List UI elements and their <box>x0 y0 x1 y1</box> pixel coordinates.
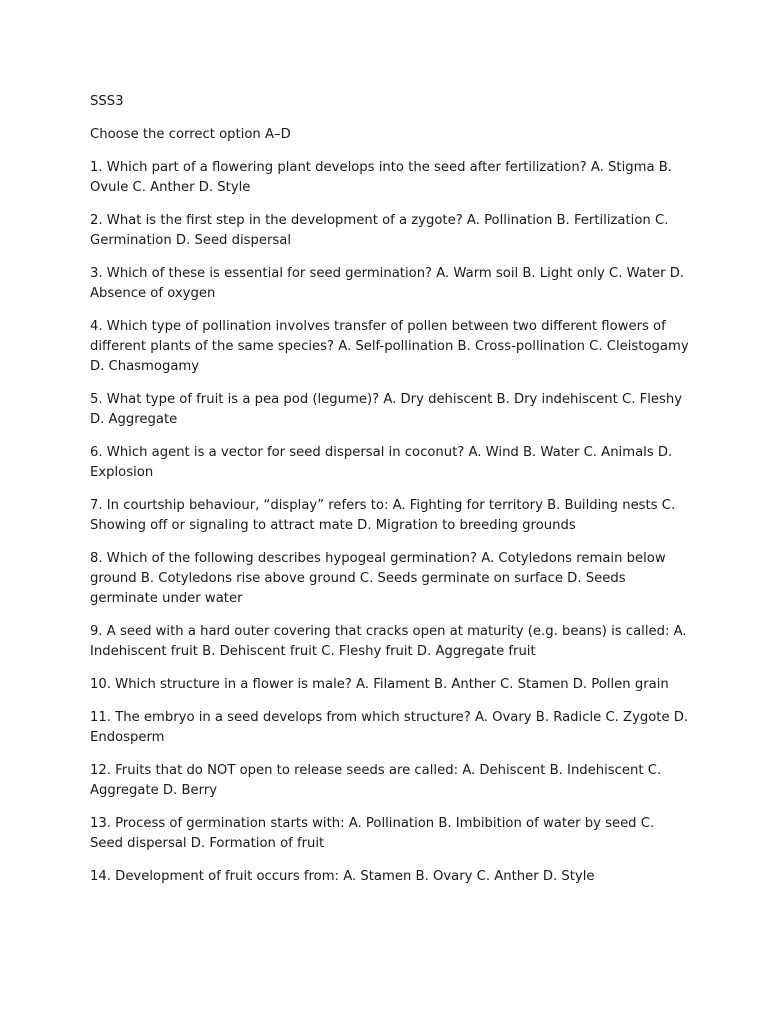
question-11: 11. The embryo in a seed develops from which structure? A. Ovary B. Radicle C. Zygote D. Endosperm <box>90 710 689 745</box>
question-12: 12. Fruits that do NOT open to release seeds are called: A. Dehiscent B. Indehiscent C. Aggregate D. Berry <box>90 763 662 798</box>
question-1: 1. Which part of a flowering plant develops into the seed after fertilization? A. Stigma B. Ovule C. Anther D. Style <box>90 160 672 195</box>
question-14: 14. Development of fruit occurs from: A. Stamen B. Ovary C. Anther D. Style <box>90 869 595 884</box>
question-8: 8. Which of the following describes hypogeal germination? A. Cotyledons remain below ground B. Cotyledons rise above ground C. Seeds germinate on surface D. Seeds germinate under water <box>90 551 666 606</box>
question-5: 5. What type of fruit is a pea pod (legume)? A. Dry dehiscent B. Dry indehiscent C. Fleshy D. Aggregate <box>90 392 683 427</box>
instruction-text: Choose the correct option A–D <box>90 127 291 142</box>
question-4: 4. Which type of pollination involves transfer of pollen between two different flowers of different plants of the same species? A. Self-pollination B. Cross-pollination C. Cleistogamy D. Chasmogamy <box>90 319 689 374</box>
question-3: 3. Which of these is essential for seed germination? A. Warm soil B. Light only C. Water D. Absence of oxygen <box>90 266 685 301</box>
question-13: 13. Process of germination starts with: A. Pollination B. Imbibition of water by seed C. Seed dispersal D. Formation of fruit <box>90 816 655 851</box>
question-10: 10. Which structure in a flower is male? A. Filament B. Anther C. Stamen D. Pollen grain <box>90 677 669 692</box>
document-page <box>90 92 690 900</box>
class-label: SSS3 <box>90 94 124 109</box>
question-6: 6. Which agent is a vector for seed dispersal in coconut? A. Wind B. Water C. Animals D. Explosion <box>90 445 673 480</box>
question-9: 9. A seed with a hard outer covering that cracks open at maturity (e.g. beans) is called: A. Indehiscent fruit B. Dehiscent fruit C. Fleshy fruit D. Aggregate fruit <box>90 624 687 659</box>
question-2: 2. What is the first step in the development of a zygote? A. Pollination B. Fertilization C. Germination D. Seed dispersal <box>90 213 669 248</box>
question-7: 7. In courtship behaviour, “display” refers to: A. Fighting for territory B. Building nests C. Showing off or signaling to attract mate D. Migration to breeding grounds <box>90 498 676 533</box>
